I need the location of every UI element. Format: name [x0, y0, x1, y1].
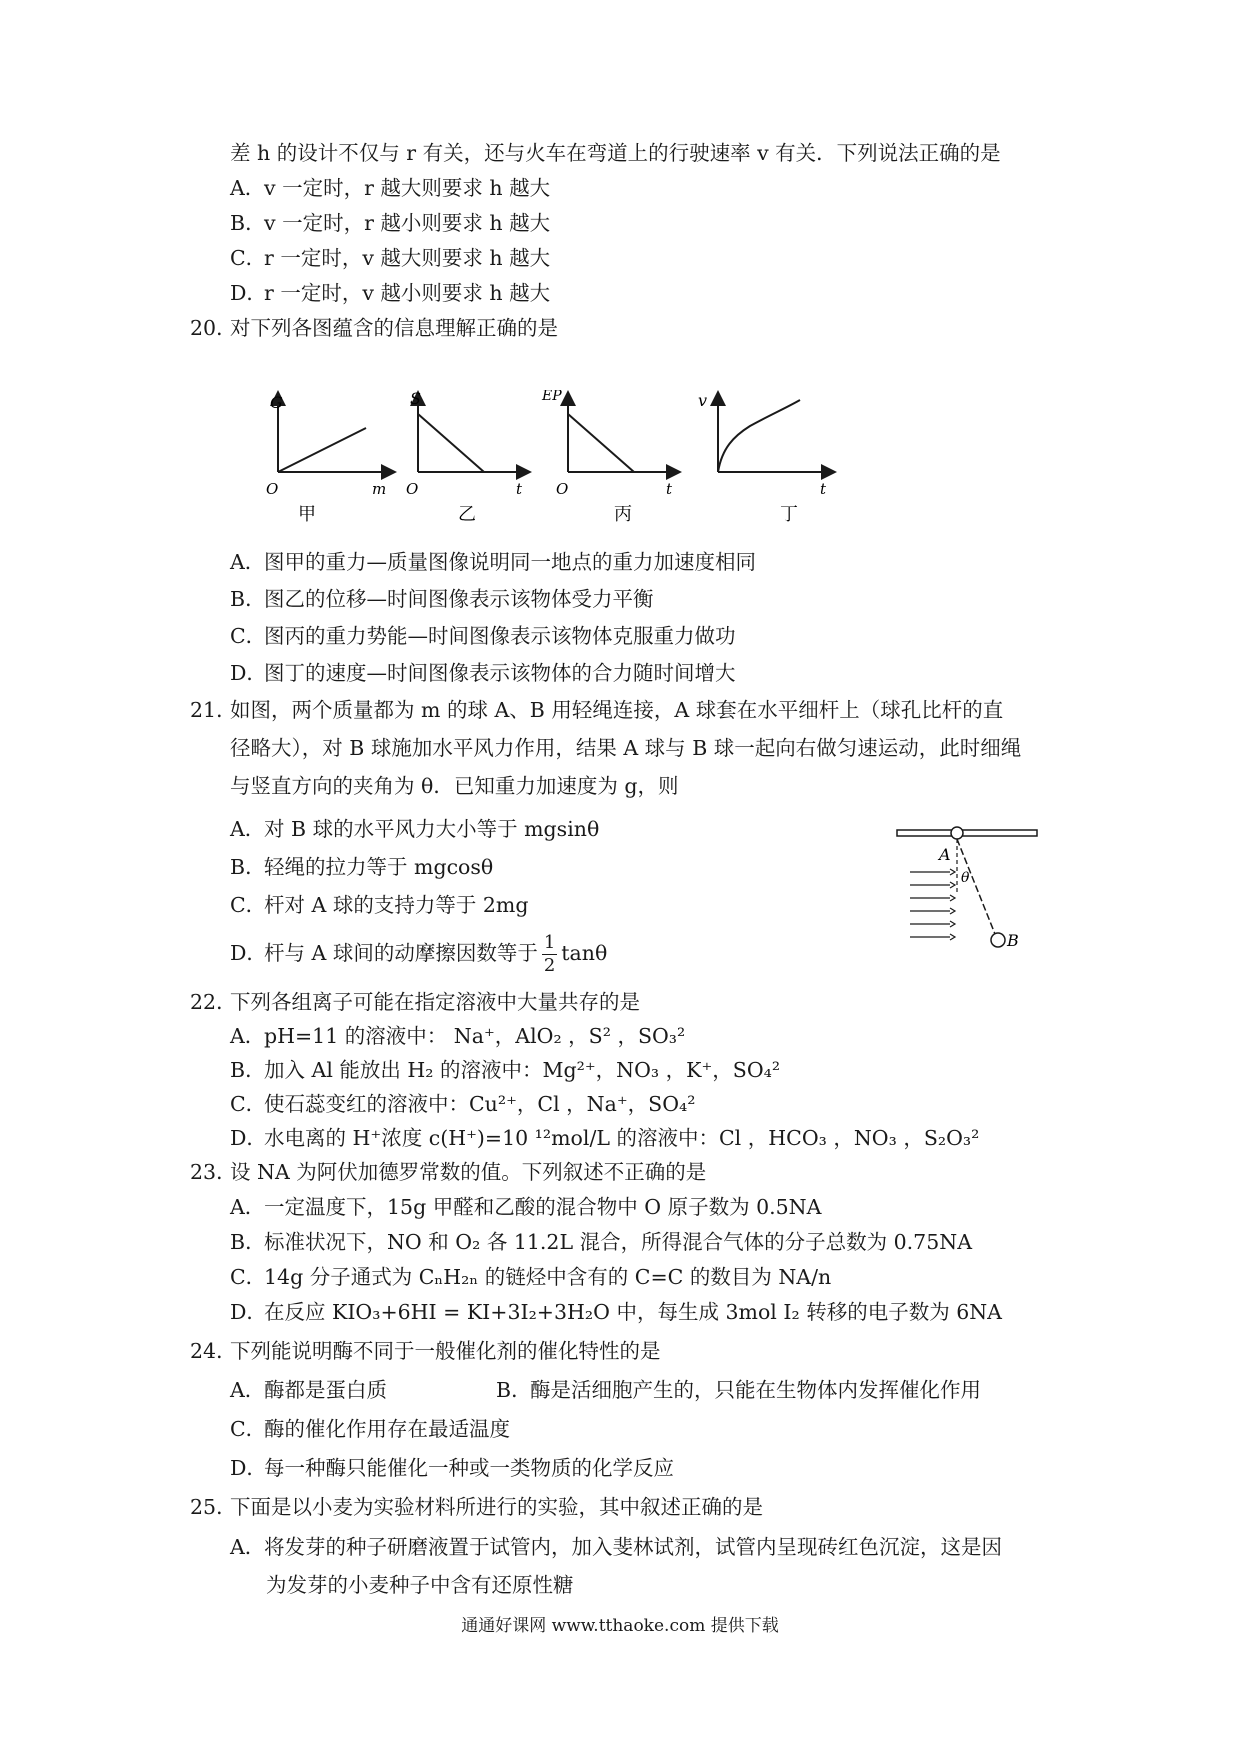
q22-option-a: A．pH=11 的溶液中： Na⁺，AlO₂ ，S² ，SO₃²	[230, 1024, 686, 1048]
q19-option-b: B．v 一定时，r 越小则要求 h 越大	[230, 211, 551, 235]
q21-option-d: D．杆与 A 球间的动摩擦因数等于 $\frac{1}{2}$ tanθ	[230, 932, 608, 976]
q20-graphs	[260, 390, 900, 530]
graph-ding-caption: 丁	[780, 504, 798, 525]
svg-text:O: O	[266, 480, 279, 498]
q20-stem: 20．对下列各图蕴含的信息理解正确的是	[190, 316, 558, 340]
graph-jia-ylabel: G	[270, 393, 283, 412]
svg-text:m: m	[372, 480, 387, 498]
q22-option-d: D．水电离的 H⁺浓度 c(H⁺)=10 ¹²mol/L 的溶液中：Cl ，HCO₃ ，NO₃ ，S₂O₃²	[230, 1126, 980, 1150]
q20-option-c: C．图丙的重力势能—时间图像表示该物体克服重力做功	[230, 624, 736, 648]
svg-text:O: O	[406, 480, 419, 498]
q20-option-d: D．图丁的速度—时间图像表示该物体的合力随时间增大	[230, 661, 736, 685]
q19-stem-continuation: 差 h 的设计不仅与 r 有关，还与火车在弯道上的行驶速率 v 有关．下列说法正确的是	[230, 141, 1001, 165]
q23-option-c: C．14g 分子通式为 CₙH₂ₙ 的链烃中含有的 C=C 的数目为 NA/n	[230, 1265, 832, 1289]
q25-stem: 25．下面是以小麦为实验材料所进行的实验，其中叙述正确的是	[190, 1495, 763, 1519]
q21-stem-line3: 与竖直方向的夹角为 θ．已知重力加速度为 g，则	[230, 774, 679, 798]
q21-figure	[895, 822, 1045, 962]
q24-option-b: B．酶是活细胞产生的，只能在生物体内发挥催化作用	[496, 1378, 981, 1402]
svg-text:t: t	[516, 480, 523, 498]
label-theta: θ	[961, 870, 970, 886]
rope	[957, 839, 995, 934]
q21-stem-line1: 21．如图，两个质量都为 m 的球 A、B 用轻绳连接，A 球套在水平细杆上（球孔比杆的直	[190, 698, 1004, 722]
q23-option-a: A．一定温度下，15g 甲醛和乙酸的混合物中 O 原子数为 0.5NA	[230, 1195, 822, 1219]
graph-bing-caption: 丙	[614, 504, 632, 525]
q21-option-b: B．轻绳的拉力等于 mgcosθ	[230, 855, 494, 879]
ball-a	[951, 827, 963, 839]
graph-yi-caption: 乙	[458, 504, 476, 525]
q19-option-d: D．r 一定时，v 越小则要求 h 越大	[230, 281, 551, 305]
svg-text:v: v	[698, 391, 708, 410]
svg-text:EP: EP	[542, 390, 562, 404]
graph-jia-caption: 甲	[298, 504, 316, 525]
wind-arrows	[910, 869, 955, 940]
q24-option-c: C．酶的催化作用存在最适温度	[230, 1417, 510, 1441]
q24-option-a: A．酶都是蛋白质	[230, 1378, 387, 1402]
svg-text:O: O	[556, 480, 569, 498]
fraction-one-half: $\frac{1}{2}$	[543, 932, 556, 976]
svg-text:t: t	[666, 480, 673, 498]
label-b: B	[1007, 931, 1019, 950]
q25-option-a: A．将发芽的种子研磨液置于试管内，加入斐林试剂，试管内呈现砖红色沉淀，这是因	[230, 1535, 1002, 1559]
graph-jia	[266, 392, 395, 525]
q22-option-b: B．加入 Al 能放出 H₂ 的溶液中：Mg²⁺，NO₃ ，K⁺，SO₄²	[230, 1058, 781, 1082]
q20-option-b: B．图乙的位移—时间图像表示该物体受力平衡	[230, 587, 654, 611]
q21-stem-line2: 径略大），对 B 球施加水平风力作用，结果 A 球与 B 球一起向右做匀速运动，此时细绳	[230, 736, 1022, 760]
q21-option-a: A．对 B 球的水平风力大小等于 mgsinθ	[230, 817, 600, 841]
q23-option-b: B．标准状况下，NO 和 O₂ 各 11.2L 混合，所得混合气体的分子总数为 0.75NA	[230, 1230, 973, 1254]
page-footer: 通通好课网 www.tthaoke.com 提供下载	[461, 1616, 779, 1636]
horizontal-rod	[897, 830, 1037, 836]
svg-text:S: S	[410, 390, 421, 408]
graph-yi	[406, 390, 530, 525]
q23-option-d: D．在反应 KIO₃+6HI = KI+3I₂+3H₂O 中，每生成 3mol I₂ 转移的电子数为 6NA	[230, 1300, 1002, 1324]
q24-option-d: D．每一种酶只能催化一种或一类物质的化学反应	[230, 1456, 674, 1480]
q22-option-c: C．使石蕊变红的溶液中：Cu²⁺，Cl ，Na⁺，SO₄²	[230, 1092, 696, 1116]
q21-option-c: C．杆对 A 球的支持力等于 2mg	[230, 893, 529, 917]
q22-stem: 22．下列各组离子可能在指定溶液中大量共存的是	[190, 990, 640, 1014]
q19-option-c: C．r 一定时，v 越大则要求 h 越大	[230, 246, 551, 270]
graph-ding	[698, 391, 835, 525]
q19-option-a: A．v 一定时，r 越大则要求 h 越大	[230, 176, 551, 200]
q23-stem: 23．设 NA 为阿伏加德罗常数的值。下列叙述不正确的是	[190, 1160, 707, 1184]
svg-text:t: t	[820, 480, 827, 498]
q24-stem: 24．下列能说明酶不同于一般催化剂的催化特性的是	[190, 1339, 661, 1363]
ball-b	[991, 933, 1005, 947]
q20-option-a: A．图甲的重力—质量图像说明同一地点的重力加速度相同	[230, 550, 756, 574]
q25-option-a-continuation: 为发芽的小麦种子中含有还原性糖	[266, 1573, 574, 1597]
label-a: A	[939, 845, 951, 864]
graph-bing	[541, 390, 680, 525]
